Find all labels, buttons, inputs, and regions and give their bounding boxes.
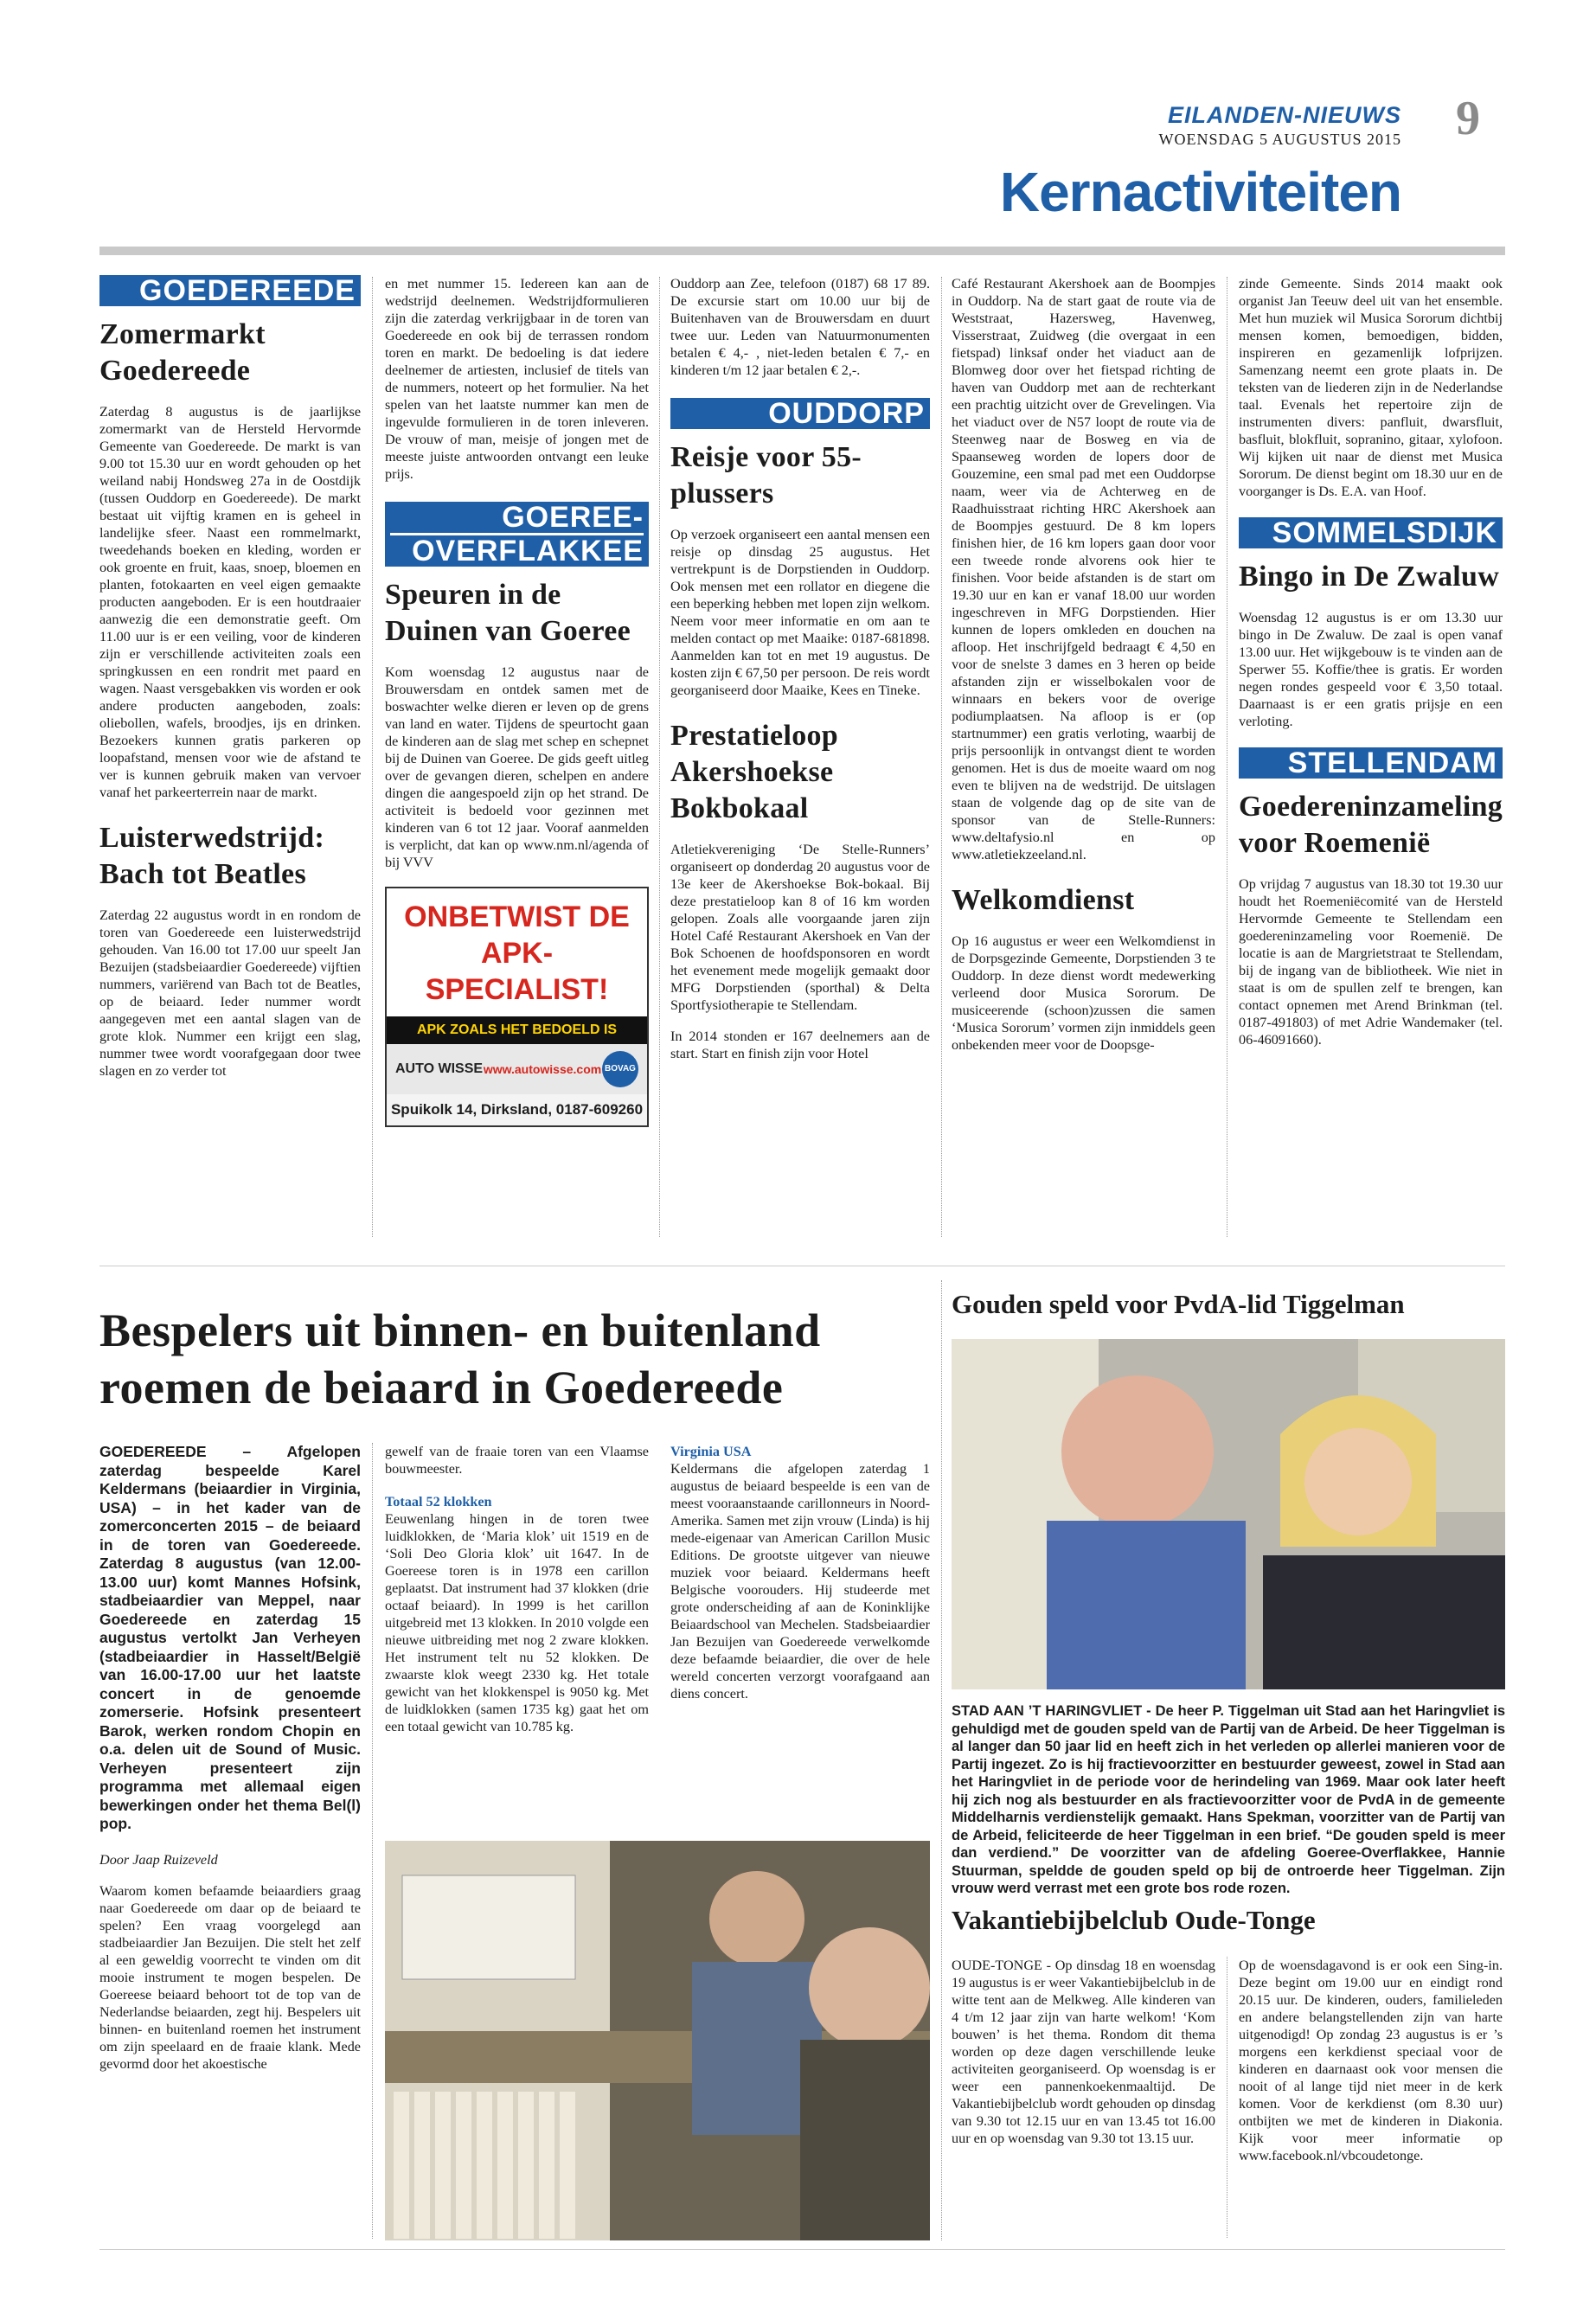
headline-welkomdienst: Welkomdienst [952, 884, 1135, 916]
article-luisterwedstrijd-continued: en met nummer 15. Iedereen kan aan de wedstrijd deelnemen. Wedstrijdformulieren zijn die zaterdag verkrijgbaar in de toren van Goedereede en ook bij de terrassen rondom toren en markt. De bedoeling is dat iedere deelnemer de artiesten, inclusief de titels van de nummers, noteert op het formulier. Na het spelen van het laatste nummer kan men de ingevulde formulieren in de toren inleveren. De vrouw of man, meisje of jongen met de meeste juiste antwoorden ontvangt een leuke prijs. [385, 276, 649, 482]
location-banner-goeree-overflakkee [385, 502, 649, 567]
article-zomermarkt-body: Zaterdag 8 augustus is de jaarlijkse zomermarkt van de Hersteld Hervormde Gemeente van Goedereede. De markt is van 9.00 tot 15.30 uur en wordt gehouden op het weiland nabij Hondsweg 27a in de Oostdijk (tussen Ouddorp en Goedereede). De markt bestaat uit vijftig kramen en is geheel in landelijke sfeer. Naast een rommelmarkt, tweedehands boeken en kleding, worden er ook groente en fruit, kaas, snoep, bloemen en planten, fotokaarten en veel eigen gemaakte producten aangeboden. Er is een houtdraaier aanwezig die een demonstratie geeft. Om 11.00 uur is er een veiling, voor de kinderen zijn er verschillende activiteiten zoals een springkussen en een rondrit met paard en wagen. Naast versgebakken vis worden er ook andere producten aangeboden, zoals: oliebollen, wafels, broodjes, ijs en drinken. Bezoekers kunnen gratis parkeren op loopafstand, mensen voor wie de afstand te ver is kunnen gebruik maken van vervoer vanaf het parkeerterrein naar de markt. [99, 404, 361, 800]
location-line-1: GOEREE- [390, 502, 644, 535]
beiaard-body-3: Eeuwenlang hingen in de toren twee luidklokken, de ‘Maria klok’ uit 1519 en de ‘Soli Deo Gloria klok’ uit 1647. In de Goereese toren is in 1978 een carillon geplaatst. Dat instrument had 37 klokken (drie octaaf beiaard). In 1999 is het carillon uitgebreid met 13 klokken. In 2010 volgde een nieuwe uitbreiding met nog 2 zware klokken. Het instrument telt nu 52 klokken. De zwaarste klok weegt 2330 kg. Het totale gewicht van het klokkenspel is 9050 kg. Met de luidklokken (samen 1735 kg) gaat het om een totaal gewicht van 10.785 kg. [385, 1511, 649, 1734]
ad-address: Spuikolk 14, Dirksland, 0187-609260 [387, 1094, 647, 1125]
headline-luisterwedstrijd: Luisterwedstrijd: Bach tot Beatles [99, 822, 325, 890]
column-1 [99, 275, 361, 1080]
article-reisje-body: Op verzoek organiseert een aantal mensen een reisje op dinsdag 25 augustus. Het vertrekpunt is de Dorpstienden in Ouddorp. Ook mensen met een rollator en diegene die een beperking hebben met lopen zijn welkom. Neem voor meer informatie en om aan te melden contact op met Maaike: 0187-681898. Aanmelden kan tot en met 19 augustus. De kosten zijn € 67,50 per persoon. De reis wordt georganiseerd door Maaike, Kees en Tineke. [670, 527, 930, 698]
page-number: 9 [1456, 92, 1480, 145]
top-rule [99, 247, 1505, 255]
ad-tagline: APK ZOALS HET BEDOELD IS [387, 1016, 647, 1044]
article-welkomdienst-body: Op 16 augustus er weer een Welkomdienst in de Dorpsgezinde Gemeente, Dorpstienden 3 te Ouddorp. In deze dienst wordt medewerking verleend door Musica Sororum. De musiceerende (schoon)zussen die samen ‘Musica Sororum’ vormen zijn inmiddels geen onbekenden meer voor de Doopsge- [952, 933, 1215, 1053]
article-goedereninzameling-body: Op vrijdag 7 augustus van 18.30 tot 19.30 uur houdt het Roemeniëcomité van de Hersteld Hervormde Gemeente te Stellendam een goedereninzameling voor Roemenië. De locatie is aan de Margrietstraat te Stellendam, bij de ingang van de bibliotheek. Wie niet in staat is om de spullen zelf te brengen, kan contact opnemen met Arend Brinkman (tel. 0187-491803) of met Adrie Wandemaker (tel. 06-46091660). [1239, 876, 1503, 1048]
vbc-column-1 [952, 1957, 1215, 2147]
masthead [1116, 102, 1401, 149]
photo-carillon-players [385, 1841, 930, 2240]
vbc-body-1: OUDE-TONGE - Op dinsdag 18 en woensdag 19 augustus is er weer Vakantiebijbelclub in de witte tent aan de Melkweg. Alle kinderen van 4 t/m 12 jaar zijn van harte welkom! ‘Kom bouwen’ is het thema. Rondom dit thema worden op deze dagen verschillende leuke activiteiten georganiseerd. Op woensdag is er weer een pannenkoekenmaaltijd. De Vakantiebijbelclub wordt gehouden op dinsdag van 9.30 tot 12.15 uur en van 13.45 tot 16.00 uur en op woensdag van 9.30 tot 13.15 uur. [952, 1958, 1215, 2146]
location-banner-sommelsdijk: SOMMELSDIJK [1239, 517, 1503, 548]
photo-tiggelman [952, 1339, 1505, 1689]
beiaard-lead: GOEDEREEDE – Afgelopen zaterdag bespeelde Karel Keldermans (beiaardier in Virginia, USA) – in het kader van de zomerconcerten 2015 – de beiaard in de toren van Goedereede. Zaterdag 8 augustus (van 12.00-13.00 uur) komt Mannes Hofsink, stadbeiaardier van Meppel, naar Goedereede en zaterdag 15 augustus vertolkt Jan Verheyen (stadbeiaardier in Hasselt/België van 16.00-17.00 uur het laatste concert in de genoemde zomerserie. Hofsink presenteert Barok, werken rondom Chopin en o.a. delen uit de Sound of Music. Verheyen presenteert zijn programma met allemaal eigen bewerkingen onder het thema Bel(l) pop. [99, 1443, 361, 1832]
column-divider [941, 277, 942, 1237]
column-divider [372, 277, 373, 1237]
ad-url-link[interactable]: www.autowisse.com [483, 1062, 602, 1076]
headline-reisje: Reisje voor 55-plussers [670, 441, 862, 510]
beiaard-body-4: Keldermans die afgelopen zaterdag 1 augustus de beiaard bespeelde is een van de meest vooraanstaande carillonneurs in Noord-Amerika. Samen met zijn vrouw (Linda) is hij mede-eigenaar van American Carillon Music Editions. De grootste uitgever van nieuwe muziek voor beiaard. Keldermans heeft Belgische voorouders. Hij studeerde met grote onderscheiding af aan de Koninklijke Beiaardschool van Mechelen. Stadsbeiaardier Jan Bezuijen van Goedereede verwelkomde deze befaamde beiaardier, die over de hele wereld concerten verzorgt voorafgaand aan diens concert. [670, 1461, 930, 1702]
column-divider [941, 1280, 942, 2240]
location-banner-goedereede: GOEDEREEDE [99, 275, 361, 306]
location-line-2: OVERFLAKKEE [412, 535, 644, 567]
article-speuren-body: Kom woensdag 12 augustus naar de Brouwersdam en ontdek samen met de boswachter welke dieren er leven op de grens van land en water. Tijdens de speurtocht gaan de kinderen aan de slag met schep en schepnet bij de Duinen van Goeree. De gids geeft uitleg over de gevangen dieren, schelpen en andere dingen die aangespoeld zijn op het strand. De activiteit is bedoeld voor gezinnen met kinderen van 6 tot 12 jaar. Vooraf aanmelden is verplicht, dat kan op www.nm.nl/agenda of bij VVV [385, 664, 649, 870]
article-prestatieloop-continued: Café Restaurant Akershoek aan de Boompjes in Ouddorp. Na de start gaat de route via de Weststraat, Hazersweg, Havenweg, Visserstraat, Zuidweg (die overgaat in een fietspad) linksaf onder het viaduct aan de Blomweg door over het fietspad richting de haven van Ouddorp met aan de rechterkant een prachtig uitzicht over de Grevelingen. Via het viaduct over de N57 loopt de route via de Steenweg naar de Bosweg en via de Spaanseweg worden de lopers door de Gouzemine, een smal pad met een Ouddorpse naam, weer via de Achterweg en de Raadhuisstraat richting HRC Akershoek aan de Boompjes gestuurd. De 8 km lopers finishen hier, de 16 km lopers gaan door voor een tweede ronde alvorens ook hier te finishen. Voor beide afstanden is de start om 19.30 uur en kan er vanaf 18.00 uur worden ingeschreven in MFG Dorpstienden. Hier kunnen de lopers omkleden en douchen na afloop. Het inschrijfgeld bedraagt € 4,50 en voor de snelste 3 dames en 3 heren op beide afstanden zijn er wisselbokalen voor de winnaars en bekers voor de overige podiumplaatsen. Na afloop is er (op startnummer) een gratis verloting, waarbij de prijs persoonlijk in ontvangst dient te worden genomen. Het is dus de moeite waard om nog even te blijven na de wedstrijd. De uitslagen staan de volgende dag op de site van de sponsor van de Stelle-Runners: www.deltafysio.nl en op www.atletiekzeeland.nl. [952, 276, 1215, 862]
article-welkomdienst-continued: zinde Gemeente. Sinds 2014 maakt ook organist Jan Teeuw deel uit van het ensemble. Met hun muziek wil Musica Sororum dichtbij mensen komen, bemoedigen, bidden, inspireren en gezamenlijk lofprijzen. Samenzang neemt een grote plaats in. De teksten van de liederen zijn in de Nederlandse taal. Evenals het repertoire zijn de instrumenten divers: panfluit, dwarsfluit, basfluit, blokfluit, sopranino, gitaar, xylofoon. Wij kijken uit naar de dienst met Musica Sororum. De dienst begint om 18.30 uur en de voorganger is Ds. E.A. van Hoof. [1239, 276, 1503, 499]
article-speuren-continued: Ouddorp aan Zee, telefoon (0187) 68 17 89. De excursie start om 10.00 uur bij de Buitenhaven van de Brouwersdam en duurt twee uur. Leden van Natuurmonumenten betalen € 4,- , niet-leden betalen € 7,- en kinderen t/m 12 jaar betalen € 2,-. [670, 276, 930, 378]
ad-brand-row [387, 1044, 647, 1094]
bottom-rule [99, 2249, 1505, 2250]
headline-goedereninzameling: Goedereninzameling voor Roemenië [1239, 791, 1503, 859]
location-banner-ouddorp: OUDDORP [670, 398, 930, 429]
location-banner-stellendam: STELLENDAM [1239, 747, 1503, 779]
beiaard-body-1: Waarom komen befaamde beiaardiers graag naar Goedereede om daar op de beiaard te spelen? Een vraag voorgelegd aan stadbeiaardier Jan Bezuijen. Die stelt het zelf al een geweldig voorrecht te vinden om dit mooie instrument te mogen bespelen. De Goereese beiaard behoort tot de top van de Nederlandse beiaarden, zegt hij. Bespelers uit binnen- en buitenland roemen het instrument om zijn speelaard en de fraaie klank. Mede gevormd door het akoestische [99, 1882, 361, 2072]
tiggelman-photo-illustration [952, 1339, 1505, 1689]
headline-bingo: Bingo in De Zwaluw [1239, 561, 1500, 593]
paper-date: WOENSDAG 5 AUGUSTUS 2015 [1158, 131, 1401, 148]
column-divider [372, 1443, 373, 2239]
beiaard-column-3 [670, 1443, 930, 1702]
column-2 [385, 275, 649, 1127]
beiaard-subhead-klokken: Totaal 52 klokken [385, 1494, 492, 1509]
headline-speuren: Speuren in de Duinen van Goeree [385, 579, 631, 647]
headline-gouden-speld: Gouden speld voor PvdA-lid Tiggelman [952, 1289, 1405, 1319]
column-4 [952, 275, 1215, 1054]
beiaard-subhead-virginia: Virginia USA [670, 1444, 752, 1459]
beiaard-column-1 [99, 1443, 361, 2073]
headline-beiaard: Bespelers uit binnen- en buitenland roemen de beiaard in Goedereede [99, 1304, 821, 1413]
beiaard-byline: Door Jaap Ruizeveld [99, 1851, 218, 1868]
article-prestatieloop-body: Atletiekvereniging ‘De Stelle-Runners’ organiseert op donderdag 20 augustus voor de 13e keer de Akershoekse Bok-bokaal. Bij deze prestatieloop kan 8 of 16 km worden gelopen. Zoals alle voorgaande jaren zijn Hotel Café Restaurant Akershoek en Van der Bok Schoenen de hoofdsponsoren en wordt het evenement mede mogelijk gemaakt door MFG Dorpstienden (sporthal) & Delta Sportfysiotherapie te Stellendam. [670, 842, 930, 1013]
vbc-column-2 [1239, 1957, 1503, 2164]
vbc-body-2: Op de woensdagavond is er ook een Sing-in. Deze begint om 19.00 uur en eindigt rond 20.15 uur. De kinderen, ouders, familieleden en andere belangstellenden zijn van harte uitgenodigd! Op zondag 23 augustus is er ’s morgens een kerkdienst speciaal voor de kinderen en daarnaast ook voor mensen die nooit of al lange tijd niet meer in de kerk komen. Voor de kerkdienst (om 8.30 uur) ontbijten we met de kinderen in Diakonia. Kijk voor meer informatie op www.facebook.nl/vbcoudetonge. [1239, 1958, 1503, 2163]
headline-prestatieloop: Prestatieloop Akershoekse Bokbokaal [670, 720, 839, 824]
headline-vakantiebijbelclub: Vakantiebijbelclub Oude-Tonge [952, 1905, 1316, 1935]
column-divider [659, 277, 660, 1237]
column-3 [670, 275, 930, 1062]
advertisement-auto-wisse[interactable] [385, 887, 649, 1127]
photo-caption-tiggelman: STAD AAN ’T HARINGVLIET - De heer P. Tiggelman uit Stad aan het Haringvliet is gehuldigd met de gouden speld van de Partij van de Arbeid. De heer Tiggelman is al langer dan 50 jaar lid en heeft zich in het verleden op allerlei manieren voor de Partij ingezet. Zo is hij fractievoorzitter en bestuurder geweest, zowel in Stad aan het Haringvliet in de periode voor de herindeling van 1969. Maar ook later heeft hij zich nog als bestuurder en als fractievoorzitter voor de PvdA in de gemeente Middelharnis verdienstelijk gemaakt. Hans Spekman, voorzitter van de Partij van de Arbeid, feliciteerde de heer Tiggelman in een brief. “De gouden speld is meer dan verdiend.” De voorzitter van de afdeling Goeree-Overflakkee, Hannie Stuurman, speldde de gouden speld op bij de ontroerde heer Tiggelman. Zijn vrouw werd verrast met een grote bos rode rozen. [952, 1703, 1505, 1896]
beiaard-body-2: gewelf van de fraaie toren van een Vlaamse bouwmeester. [385, 1444, 649, 1477]
paper-name: EILANDEN-NIEUWS [1168, 102, 1401, 128]
column-5 [1239, 275, 1503, 1048]
carillon-photo-illustration [385, 1841, 930, 2240]
headline-zomermarkt: Zomermarkt Goedereede [99, 318, 266, 387]
article-bingo-body: Woensdag 12 augustus is er om 13.30 uur bingo in De Zwaluw. De zaal is open vanaf 13.00 uur. Het wijkgebouw is te vinden aan de Sperwer 55. Koffie/thee is gratis. Er worden negen rondes gespeeld voor € 3,50 totaal. Daarnaast is er een gratis prijsje en een verloting. [1239, 610, 1503, 729]
article-luisterwedstrijd-body: Zaterdag 22 augustus wordt in en rondom de toren van Goedereede een luisterwedstrijd gehouden. Van 16.00 tot 17.00 uur speelt Jan Bezuijen (stadsbeiaardier Goedereede) vijftien nummers, variërend van Bach tot de Beatles, op de beiaard. Ieder nummer wordt aangegeven met een aantal slagen van de grote klok. Nummer een krijgt een slag, nummer twee wordt voorafgegaan door twee slagen en zo verder tot [99, 907, 361, 1079]
ad-headline: ONBETWIST DE APK-SPECIALIST! [404, 901, 630, 1006]
bovag-seal-icon: BOVAG [602, 1051, 638, 1087]
beiaard-column-2 [385, 1443, 649, 1735]
ad-logo: AUTO WISSE [395, 1061, 484, 1076]
section-title: Kernactiviteiten [999, 161, 1401, 223]
article-prestatieloop-body-2: In 2014 stonden er 167 deelnemers aan de start. Start en finish zijn voor Hotel [670, 1029, 930, 1061]
